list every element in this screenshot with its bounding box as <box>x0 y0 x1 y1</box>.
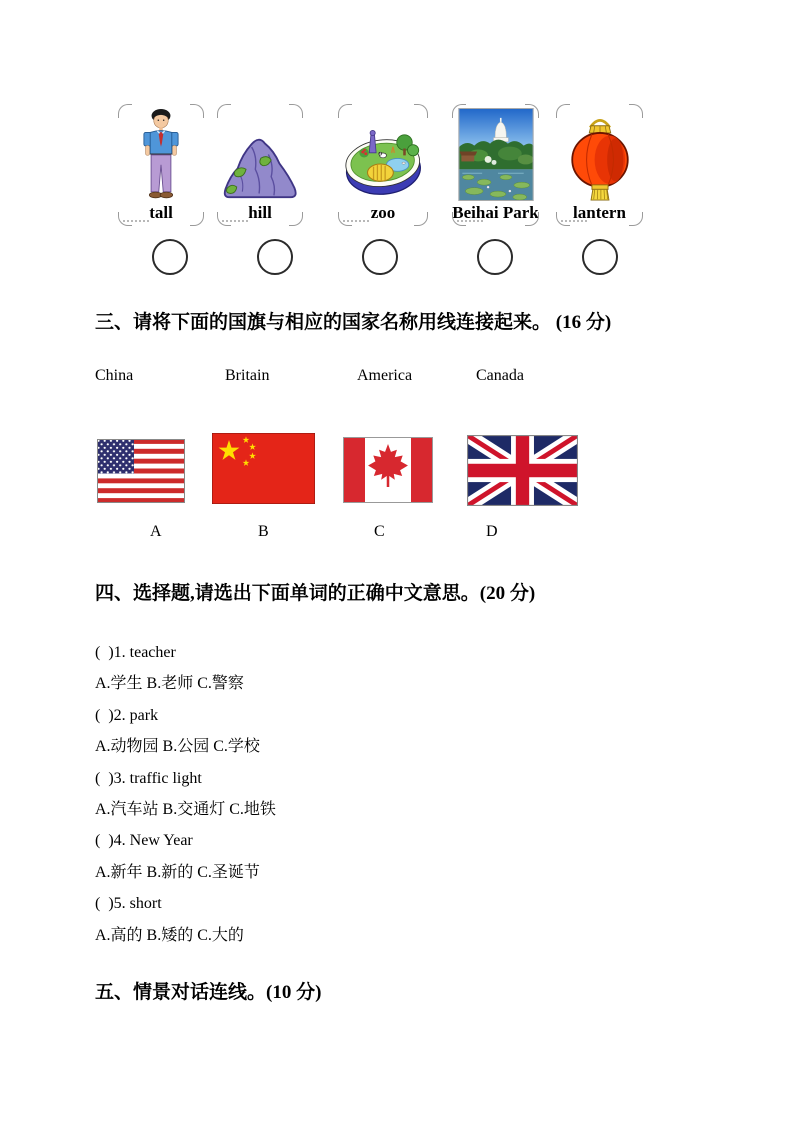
picture-card-hill <box>217 104 303 226</box>
section5-heading: 五、情景对话连线。(10 分) <box>95 982 322 1003</box>
country-label-america: America <box>357 367 413 384</box>
china-flag-icon <box>212 433 315 504</box>
lantern-icon <box>565 115 635 201</box>
card-watermark <box>457 220 483 222</box>
card-corner-mark <box>118 104 132 118</box>
question-options: A.学生 B.老师 C.警察 <box>95 675 244 693</box>
flag-label-b: B <box>258 523 269 540</box>
card-corner-mark <box>629 104 643 118</box>
card-corner-mark <box>414 212 428 226</box>
card-watermark <box>561 220 587 222</box>
question-stem: ( )4. New Year <box>95 832 193 850</box>
country-label-britain: Britain <box>225 367 270 384</box>
beihai-park-photo <box>458 108 534 201</box>
picture-card-tall <box>118 104 204 226</box>
question-stem: ( )1. teacher <box>95 644 176 661</box>
card-corner-mark <box>629 212 643 226</box>
card-corner-mark <box>556 104 570 118</box>
question-options: A.新年 B.新的 C.圣诞节 <box>95 863 260 881</box>
card-label: lantern <box>573 203 626 222</box>
card-watermark <box>343 220 369 222</box>
hill-icon <box>220 132 300 201</box>
card-corner-mark <box>338 104 352 118</box>
card-label: Beihai Park <box>452 203 539 222</box>
flag-label-c: C <box>374 523 385 540</box>
usa-flag-icon <box>97 439 185 503</box>
question-stem: ( )3. traffic light <box>95 769 202 787</box>
question-list <box>95 637 655 951</box>
card-label: zoo <box>370 203 396 222</box>
card-corner-mark <box>525 104 539 118</box>
card-corner-mark <box>338 212 352 226</box>
zoo-icon <box>340 127 426 201</box>
question-options: A.汽车站 B.交通灯 C.地铁 <box>95 801 276 819</box>
card-label: tall <box>149 203 173 222</box>
answer-circle <box>362 239 398 275</box>
flag-china <box>212 433 315 504</box>
card-corner-mark <box>452 212 466 226</box>
flag-usa <box>97 439 185 503</box>
card-corner-mark <box>217 104 231 118</box>
canada-flag-icon <box>343 437 433 503</box>
card-corner-mark <box>190 104 204 118</box>
picture-card-beihai-park <box>452 104 539 226</box>
country-label-china: China <box>95 367 134 384</box>
card-corner-mark <box>217 212 231 226</box>
tall-man-icon <box>134 107 188 201</box>
uk-flag-icon <box>467 435 578 506</box>
flag-uk <box>467 435 578 506</box>
card-corner-mark <box>118 212 132 226</box>
question-options: A.高的 B.矮的 C.大的 <box>95 926 244 944</box>
picture-card-lantern <box>556 104 643 226</box>
question-stem: ( )2. park <box>95 706 159 724</box>
answer-circle <box>152 239 188 275</box>
card-corner-mark <box>525 212 539 226</box>
card-corner-mark <box>289 212 303 226</box>
card-watermark <box>222 220 248 222</box>
flag-canada <box>343 437 433 503</box>
question-options: A.动物园 B.公园 C.学校 <box>95 738 260 756</box>
card-watermark <box>123 220 149 222</box>
card-corner-mark <box>289 104 303 118</box>
answer-circle <box>582 239 618 275</box>
section3-heading: 三、请将下面的国旗与相应的国家名称用线连接起来。 (16 分) <box>95 312 612 333</box>
card-corner-mark <box>414 104 428 118</box>
card-corner-mark <box>452 104 466 118</box>
card-corner-mark <box>190 212 204 226</box>
flag-label-a: A <box>150 523 162 540</box>
answer-circle <box>257 239 293 275</box>
card-label: hill <box>248 203 272 222</box>
picture-card-zoo <box>338 104 428 226</box>
card-corner-mark <box>556 212 570 226</box>
answer-circle <box>477 239 513 275</box>
question-stem: ( )5. short <box>95 895 162 913</box>
country-label-canada: Canada <box>476 367 524 384</box>
section4-heading: 四、选择题,请选出下面单词的正确中文意思。(20 分) <box>95 583 536 604</box>
flag-label-d: D <box>486 523 498 540</box>
